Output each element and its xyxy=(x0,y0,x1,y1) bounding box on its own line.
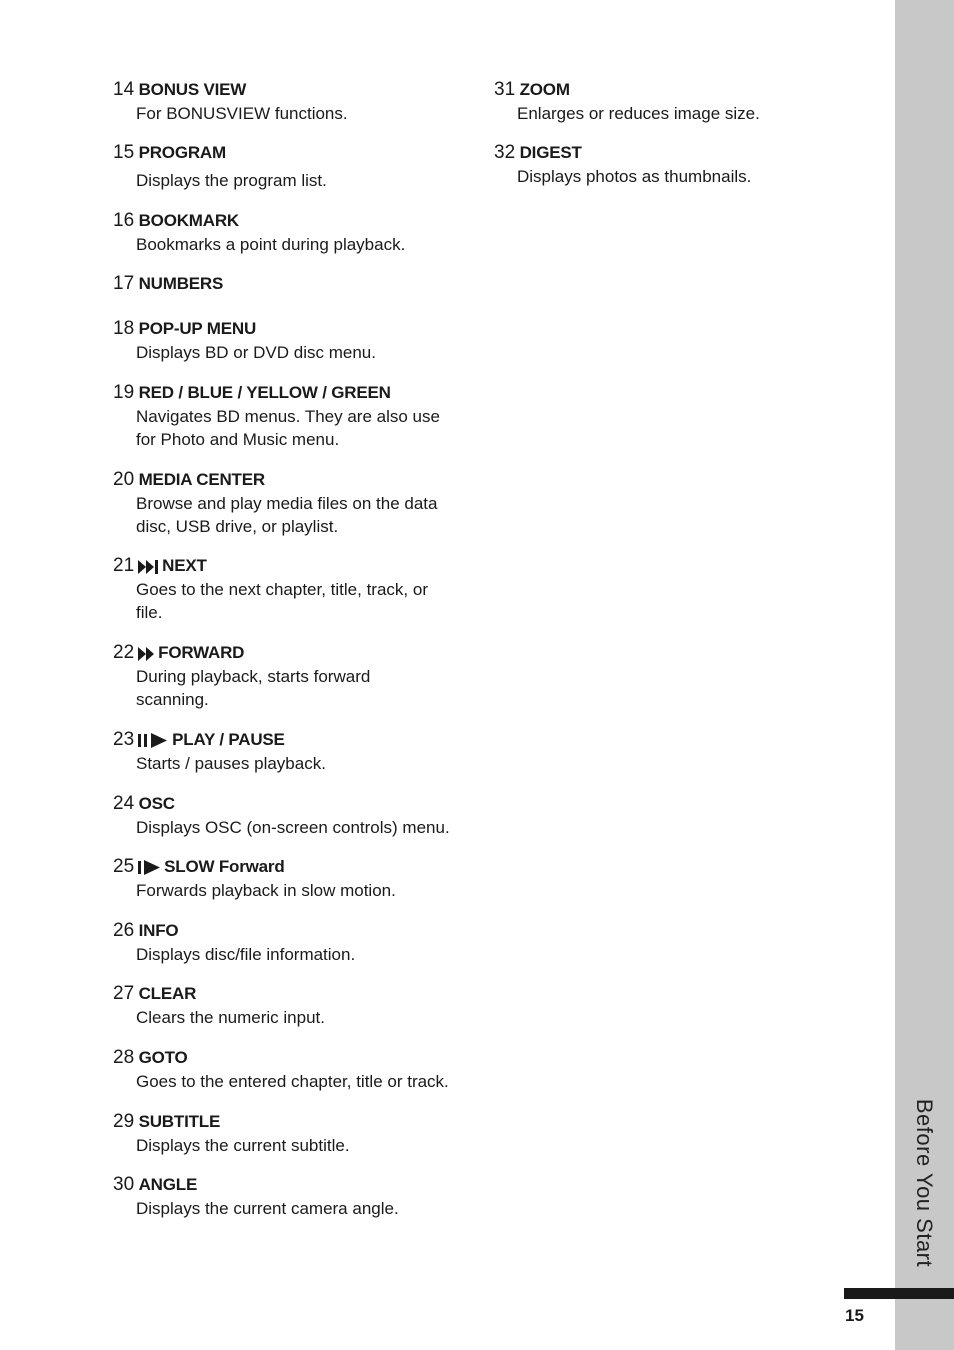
entry-31 xyxy=(494,78,760,125)
entry-heading xyxy=(494,141,751,165)
entry-description: Displays disc/file information. xyxy=(136,945,356,964)
entry-heading xyxy=(113,982,325,1006)
entry-29 xyxy=(113,1110,350,1157)
entry-21 xyxy=(113,554,428,624)
entry-number: 31 xyxy=(494,79,516,100)
entry-description: During playback, starts forward xyxy=(136,667,371,686)
entry-label: CLEAR xyxy=(138,984,197,1003)
entry-27 xyxy=(113,982,325,1029)
slow-forward-icon xyxy=(138,860,162,875)
entry-heading xyxy=(113,855,396,879)
entry-number: 26 xyxy=(113,920,135,941)
entry-description: Displays photos as thumbnails. xyxy=(517,167,752,186)
entry-32 xyxy=(494,141,751,188)
entry-heading xyxy=(113,141,327,165)
entry-label: PLAY / PAUSE xyxy=(172,730,285,749)
entry-label: DIGEST xyxy=(519,143,582,162)
entry-heading xyxy=(113,1110,350,1134)
entry-number: 27 xyxy=(113,983,135,1004)
entry-heading xyxy=(113,78,348,102)
entry-number: 19 xyxy=(113,382,135,403)
entry-description: file. xyxy=(136,603,163,622)
entry-heading xyxy=(113,554,428,578)
entry-heading xyxy=(113,1173,399,1197)
entry-heading xyxy=(113,272,223,296)
entry-18 xyxy=(113,317,376,364)
entry-26 xyxy=(113,919,355,966)
entry-description: Goes to the next chapter, title, track, or xyxy=(136,580,428,599)
next-icon xyxy=(138,560,160,574)
entry-number: 30 xyxy=(113,1174,135,1195)
entry-heading xyxy=(113,381,440,405)
entry-label: POP-UP MENU xyxy=(138,319,257,338)
entry-number: 29 xyxy=(113,1111,135,1132)
entry-number: 23 xyxy=(113,729,135,750)
entry-description: for Photo and Music menu. xyxy=(136,430,340,449)
entry-description: Navigates BD menus. They are also use xyxy=(136,407,440,426)
entry-label: RED / BLUE / YELLOW / GREEN xyxy=(138,383,391,402)
entry-number: 22 xyxy=(113,642,135,663)
entry-heading xyxy=(113,1046,449,1070)
entry-description: Browse and play media files on the data xyxy=(136,494,438,513)
entry-28 xyxy=(113,1046,449,1093)
section-title: Before You Start xyxy=(912,1098,937,1268)
entry-label: NUMBERS xyxy=(138,274,224,293)
play-pause-icon xyxy=(138,733,170,748)
entry-25 xyxy=(113,855,396,902)
entry-description: Displays the program list. xyxy=(136,171,327,190)
entry-description: Starts / pauses playback. xyxy=(136,754,326,773)
entry-description: Enlarges or reduces image size. xyxy=(517,104,760,123)
entry-heading xyxy=(113,641,370,665)
entry-heading xyxy=(113,468,437,492)
entry-number: 21 xyxy=(113,555,135,576)
entry-label: INFO xyxy=(138,921,179,940)
entry-17 xyxy=(113,272,223,296)
page-number-bar xyxy=(844,1288,954,1299)
entry-label: SUBTITLE xyxy=(138,1112,221,1131)
forward-icon xyxy=(138,647,156,661)
entry-heading xyxy=(494,78,760,102)
entry-heading xyxy=(113,792,450,816)
entry-label: FORWARD xyxy=(158,643,245,662)
entry-number: 20 xyxy=(113,469,135,490)
entry-number: 14 xyxy=(113,79,135,100)
entry-20 xyxy=(113,468,437,538)
entry-description: Displays the current camera angle. xyxy=(136,1199,399,1218)
entry-14 xyxy=(113,78,348,125)
entry-label: MEDIA CENTER xyxy=(138,470,265,489)
entry-heading xyxy=(113,919,355,943)
entry-22 xyxy=(113,641,370,711)
entry-16 xyxy=(113,209,405,256)
entry-label: BONUS VIEW xyxy=(138,80,247,99)
entry-23 xyxy=(113,728,326,775)
entry-number: 32 xyxy=(494,142,516,163)
entry-description: Bookmarks a point during playback. xyxy=(136,235,406,254)
entry-30 xyxy=(113,1173,399,1220)
entry-label: BOOKMARK xyxy=(138,211,239,230)
entry-description: Forwards playback in slow motion. xyxy=(136,881,396,900)
entry-label: ZOOM xyxy=(519,80,570,99)
entry-description: disc, USB drive, or playlist. xyxy=(136,517,339,536)
entry-label: PROGRAM xyxy=(138,143,226,162)
entry-heading xyxy=(113,317,376,341)
entry-number: 17 xyxy=(113,273,135,294)
entry-description: Displays BD or DVD disc menu. xyxy=(136,343,376,362)
entry-15 xyxy=(113,141,327,192)
entry-19 xyxy=(113,381,440,451)
entry-description: scanning. xyxy=(136,690,209,709)
entry-number: 16 xyxy=(113,210,135,231)
entry-description: Goes to the entered chapter, title or track. xyxy=(136,1072,449,1091)
entry-number: 24 xyxy=(113,793,135,814)
entry-number: 15 xyxy=(113,142,135,163)
entry-description: For BONUSVIEW functions. xyxy=(136,104,348,123)
entry-number: 25 xyxy=(113,856,135,877)
entry-label: OSC xyxy=(138,794,175,813)
entry-label: ANGLE xyxy=(138,1175,198,1194)
entry-description: Displays OSC (on-screen controls) menu. xyxy=(136,818,450,837)
entry-description: Clears the numeric input. xyxy=(136,1008,325,1027)
entry-24 xyxy=(113,792,450,839)
entry-label: GOTO xyxy=(138,1048,188,1067)
entry-number: 18 xyxy=(113,318,135,339)
entry-heading xyxy=(113,209,405,233)
entry-number: 28 xyxy=(113,1047,135,1068)
entry-description: Displays the current subtitle. xyxy=(136,1136,350,1155)
entry-heading xyxy=(113,728,326,752)
page-number: 15 xyxy=(845,1306,864,1325)
entry-label: SLOW Forward xyxy=(164,857,285,876)
entry-label: NEXT xyxy=(162,556,207,575)
